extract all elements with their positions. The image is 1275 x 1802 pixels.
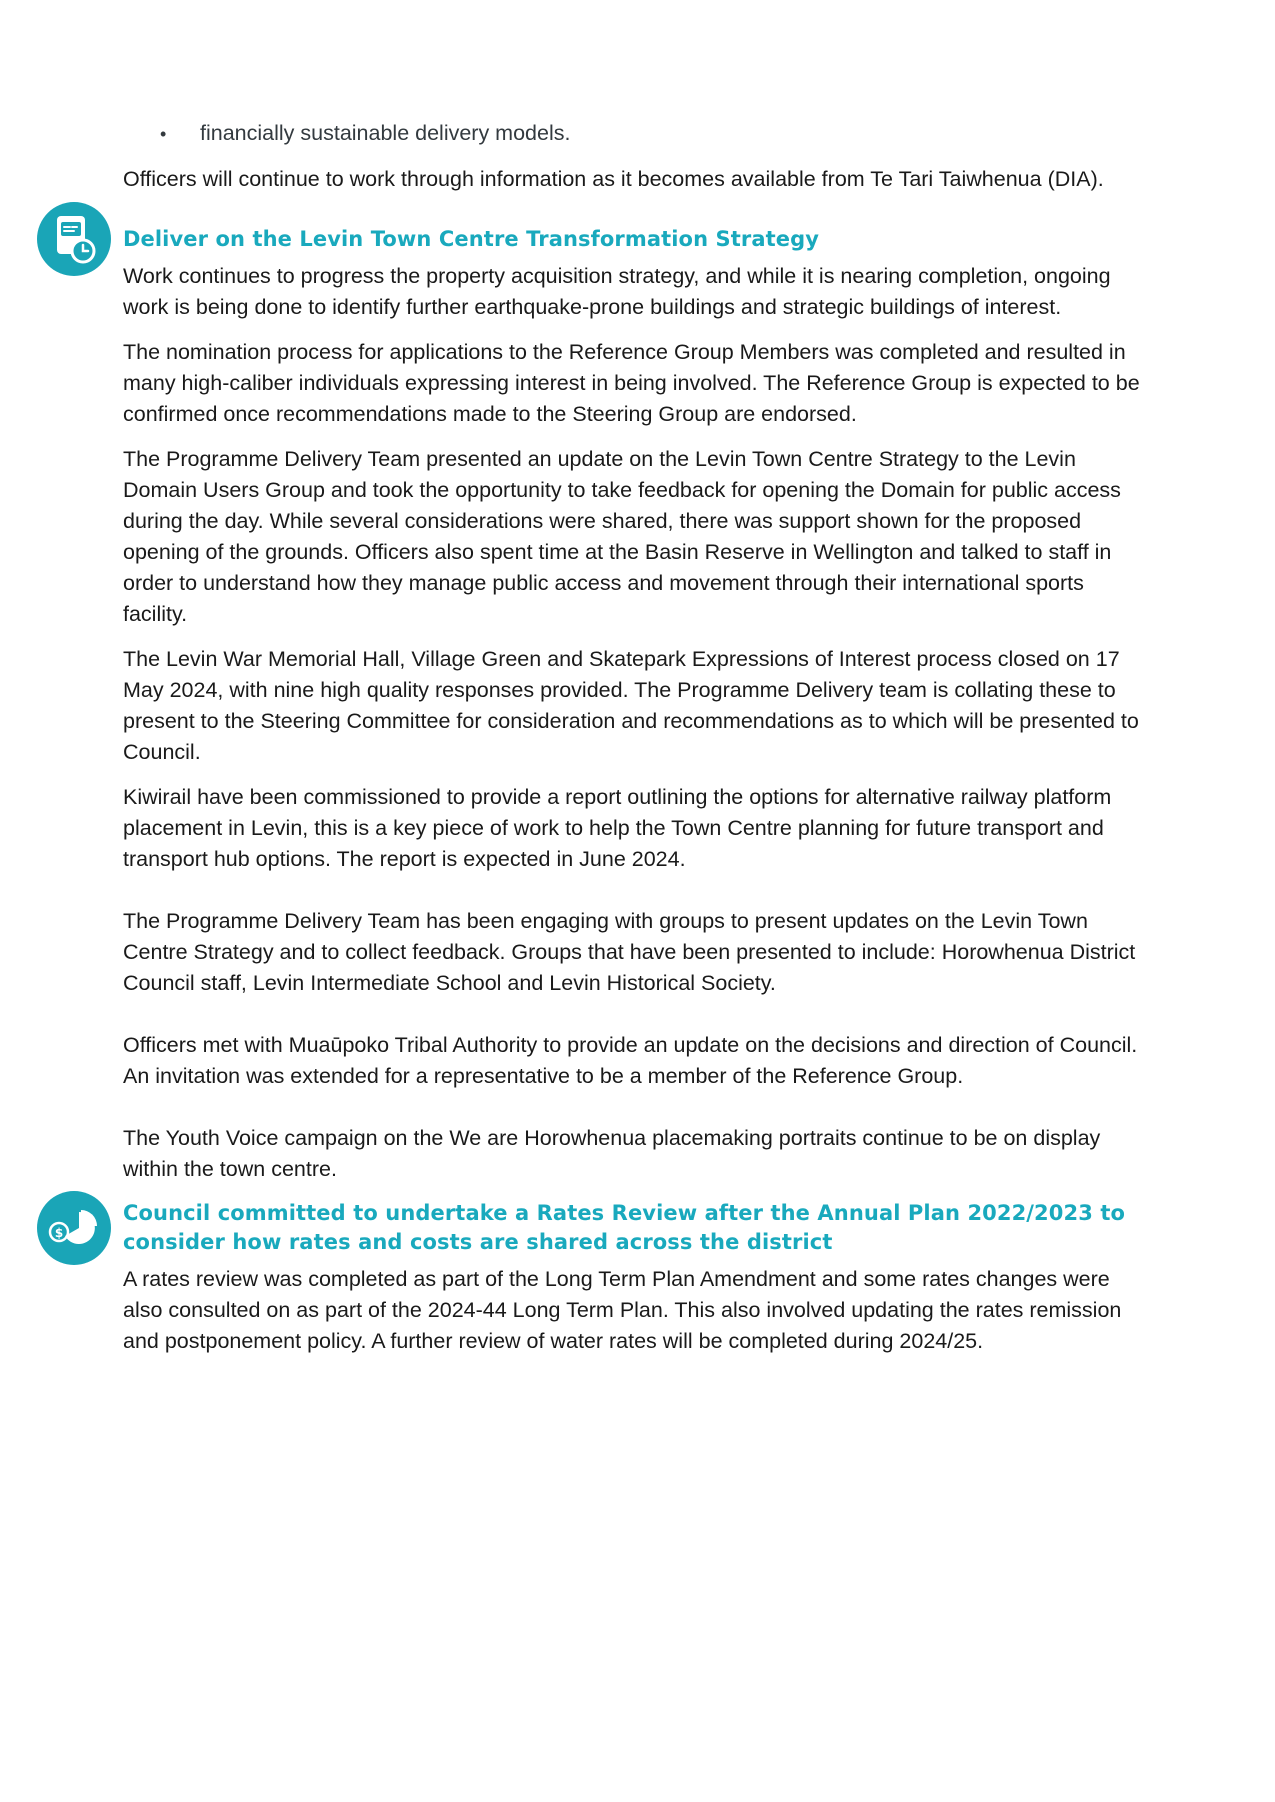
section-town-centre: [123, 225, 1153, 1185]
section-paragraph: Officers met with Muaūpoko Tribal Authority to provide an update on the decisions and direction of Council. An invitation was extended for a representative to be a member of the Reference Group.: [123, 1033, 1138, 1088]
section-paragraph: Kiwirail have been commissioned to provide a report outlining the options for alternative railway platform placement in Levin, this is a key piece of work to help the Town Centre planning for future transport and transport hub options. The report is expected in June 2024.: [123, 785, 1112, 871]
section-paragraph: The Programme Delivery Team presented an update on the Levin Town Centre Strategy to the Levin Domain Users Group and took the opportunity to take feedback for opening the Domain for public access during the day. While several considerations were shared, there was support shown for the proposed opening of the grounds. Officers also spent time at the Basin Reserve in Wellington and talked to staff in order to understand how they manage public access and movement through their international sports facility.: [123, 447, 1121, 626]
section-paragraph: A rates review was completed as part of the Long Term Plan Amendment and some rates changes were also consulted on as part of the 2024-44 Long Term Plan. This also involved updating the rates remission and postponement policy. A further review of water rates will be completed during 2024/25.: [123, 1267, 1122, 1353]
section-paragraph: The Levin War Memorial Hall, Village Green and Skatepark Expressions of Interest process closed on 17 May 2024, with nine high quality responses provided. The Programme Delivery team is collating these to present to the Steering Committee for consideration and recommendations as to which will be presented to Council.: [123, 647, 1139, 764]
section-paragraph: Work continues to progress the property acquisition strategy, and while it is nearing completion, ongoing work is being done to identify further earthquake-prone buildings and strategic buildings of interest.: [123, 264, 1111, 319]
bullet-marker: •: [160, 124, 167, 144]
page-content: [54, 118, 1153, 1371]
intro-paragraph: Officers will continue to work through information as it becomes available from Te Tari Taiwhenua (DIA).: [123, 167, 1104, 191]
section-paragraph: The Youth Voice campaign on the We are Horowhenua placemaking portraits continue to be on display within the town centre.: [123, 1126, 1101, 1181]
section-heading: Deliver on the Levin Town Centre Transformation Strategy: [123, 227, 820, 251]
rates-pie-chart-icon: [37, 1191, 111, 1265]
building-clock-icon: [37, 202, 111, 276]
bullet-list-item: [160, 118, 1153, 150]
section-heading: Council committed to undertake a Rates Review after the Annual Plan 2022/2023 to consider how rates and costs are shared across the district: [123, 1201, 1125, 1254]
section-rates-review: [54, 1199, 1153, 1357]
section-paragraph: The nomination process for applications to the Reference Group Members was completed and resulted in many high-caliber individuals expressing interest in being involved. The Reference Group is expected to be confirmed once recommendations made to the Steering Group are endorsed.: [123, 340, 1140, 426]
bullet-text: financially sustainable delivery models.: [200, 121, 571, 145]
section-paragraph: The Programme Delivery Team has been engaging with groups to present updates on the Levin Town Centre Strategy and to collect feedback. Groups that have been presented to include: Horowhenua District Council staff, Levin Intermediate School and Levin Historical Society.: [123, 909, 1136, 995]
svg-text:$: $: [54, 1226, 64, 1240]
